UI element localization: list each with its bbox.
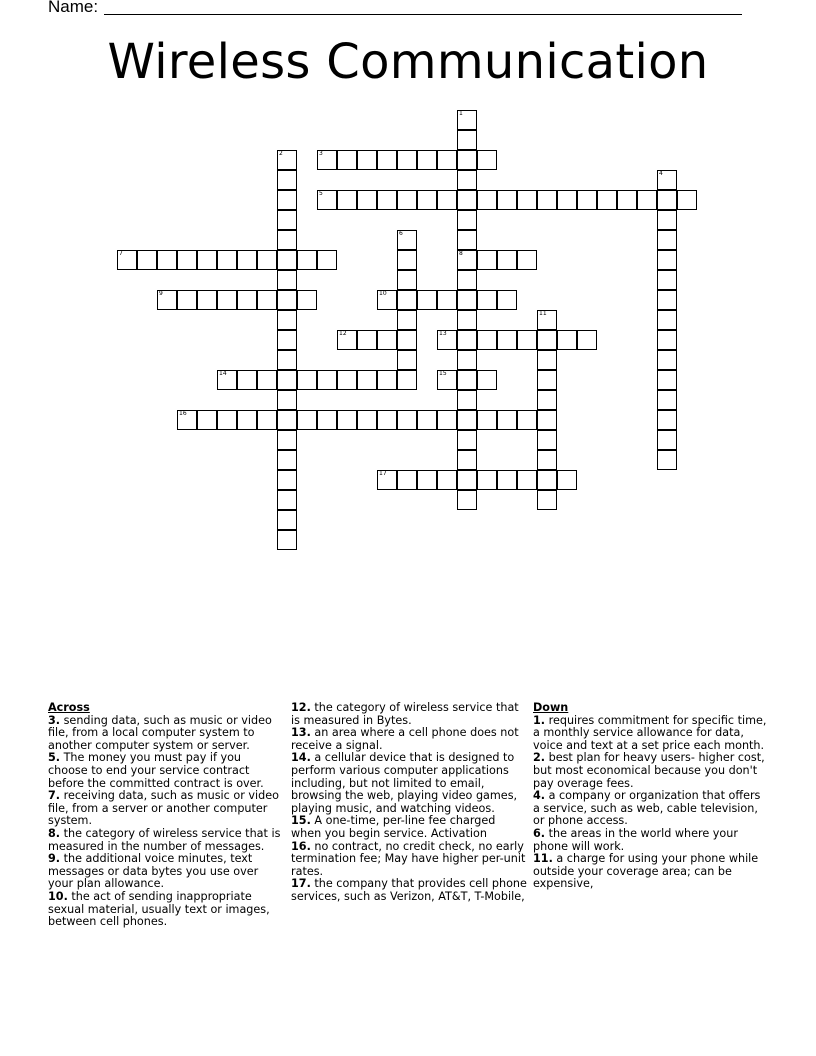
grid-cell[interactable]	[277, 150, 297, 170]
grid-cell[interactable]	[577, 190, 597, 210]
clue-across-16: 16. no contract, no credit check, no early termination fee; May have higher per-unit rates.	[291, 839, 526, 878]
grid-cell[interactable]	[137, 250, 157, 270]
grid-cell[interactable]	[377, 330, 397, 350]
grid-cell[interactable]	[277, 270, 297, 290]
grid-cell[interactable]	[457, 330, 477, 350]
clue-number: 11	[539, 310, 547, 317]
grid-cell[interactable]	[397, 370, 417, 390]
grid-cell[interactable]	[417, 470, 437, 490]
grid-cell[interactable]	[397, 150, 417, 170]
grid-cell[interactable]	[477, 410, 497, 430]
clue-number: 5	[319, 190, 323, 197]
grid-cell[interactable]	[537, 390, 557, 410]
grid-cell[interactable]	[457, 130, 477, 150]
clue-column-2	[291, 702, 527, 904]
grid-cell[interactable]	[497, 250, 517, 270]
grid-cell[interactable]	[497, 470, 517, 490]
grid-cell[interactable]	[457, 430, 477, 450]
grid-cell[interactable]	[277, 430, 297, 450]
grid-cell[interactable]	[337, 370, 357, 390]
grid-cell[interactable]	[277, 170, 297, 190]
grid-cell[interactable]	[397, 190, 417, 210]
grid-cell[interactable]	[277, 330, 297, 350]
grid-cell[interactable]	[197, 250, 217, 270]
grid-cell[interactable]	[337, 150, 357, 170]
grid-cell[interactable]	[237, 250, 257, 270]
clue-down-11: 11. a charge for using your phone while outside your coverage area; can be expensive,	[533, 852, 759, 891]
grid-cell[interactable]	[277, 490, 297, 510]
grid-cell[interactable]	[657, 290, 677, 310]
grid-cell[interactable]	[517, 330, 537, 350]
grid-cell[interactable]	[337, 190, 357, 210]
grid-cell[interactable]	[317, 410, 337, 430]
grid-cell[interactable]	[537, 450, 557, 470]
grid-cell[interactable]	[317, 250, 337, 270]
grid-cell[interactable]	[437, 330, 457, 350]
grid-cell[interactable]	[637, 190, 657, 210]
grid-cell[interactable]	[217, 410, 237, 430]
grid-cell[interactable]	[517, 410, 537, 430]
clue-across-5: 5. The money you must pay if you choose to end your service contract before the committed contract is over.	[48, 751, 264, 790]
grid-cell[interactable]	[537, 430, 557, 450]
grid-cell[interactable]	[477, 250, 497, 270]
grid-cell[interactable]	[497, 290, 517, 310]
grid-cell[interactable]	[657, 270, 677, 290]
clue-across-8: 8. the category of wireless service that is measured in the number of messages.	[48, 826, 281, 853]
grid-cell[interactable]	[477, 370, 497, 390]
grid-cell[interactable]	[457, 150, 477, 170]
clue-across-12: 12. the category of wireless service that is measured in Bytes.	[291, 701, 519, 727]
grid-cell[interactable]	[457, 470, 477, 490]
grid-cell[interactable]	[657, 390, 677, 410]
grid-cell[interactable]	[557, 190, 577, 210]
grid-cell[interactable]	[657, 450, 677, 470]
grid-cell[interactable]	[457, 170, 477, 190]
grid-cell[interactable]	[537, 190, 557, 210]
grid-cell[interactable]	[657, 230, 677, 250]
grid-cell[interactable]	[397, 350, 417, 370]
clue-number: 8	[459, 250, 463, 257]
clue-across-15: 15. A one-time, per-line fee charged when you begin service. Activation	[291, 814, 496, 840]
grid-cell[interactable]	[457, 230, 477, 250]
grid-cell[interactable]	[277, 210, 297, 230]
down-heading: Down	[533, 701, 569, 714]
grid-cell[interactable]	[437, 150, 457, 170]
clue-number: 2	[279, 150, 283, 157]
across-heading: Across	[48, 701, 90, 714]
grid-cell[interactable]	[217, 290, 237, 310]
grid-cell[interactable]	[437, 190, 457, 210]
grid-cell[interactable]	[377, 290, 397, 310]
clue-across-3: 3. sending data, such as music or video file, from a local computer system to another computer system or server.	[48, 713, 272, 752]
grid-cell[interactable]	[657, 210, 677, 230]
grid-cell[interactable]	[537, 350, 557, 370]
clue-number: 10	[379, 290, 387, 297]
grid-cell[interactable]	[457, 390, 477, 410]
grid-cell[interactable]	[517, 190, 537, 210]
grid-cell[interactable]	[277, 410, 297, 430]
grid-cell[interactable]	[337, 330, 357, 350]
clue-down-4: 4. a company or organization that offers a service, such as web, cable television, or phone access.	[533, 789, 761, 828]
grid-cell[interactable]	[277, 230, 297, 250]
grid-cell[interactable]	[357, 370, 377, 390]
clue-number: 4	[659, 170, 663, 177]
grid-cell[interactable]	[257, 250, 277, 270]
clue-number: 14	[219, 370, 227, 377]
grid-cell[interactable]	[417, 150, 437, 170]
grid-cell[interactable]	[537, 470, 557, 490]
grid-cell[interactable]	[457, 250, 477, 270]
grid-cell[interactable]	[217, 250, 237, 270]
grid-cell[interactable]	[657, 410, 677, 430]
clue-column-1	[48, 702, 284, 929]
grid-cell[interactable]	[477, 150, 497, 170]
grid-cell[interactable]	[237, 410, 257, 430]
grid-cell[interactable]	[197, 410, 217, 430]
grid-cell[interactable]	[177, 290, 197, 310]
grid-cell[interactable]	[557, 330, 577, 350]
clue-down-6: 6. the areas in the world where your phone will work.	[533, 826, 738, 853]
grid-cell[interactable]	[257, 290, 277, 310]
grid-cell[interactable]	[657, 250, 677, 270]
grid-cell[interactable]	[277, 350, 297, 370]
clue-across-13: 13. an area where a cell phone does not receive a signal.	[291, 726, 519, 752]
grid-cell[interactable]	[657, 170, 677, 190]
grid-cell[interactable]	[657, 310, 677, 330]
grid-cell[interactable]	[597, 190, 617, 210]
grid-cell[interactable]	[277, 390, 297, 410]
grid-cell[interactable]	[357, 330, 377, 350]
clue-number: 13	[439, 330, 447, 337]
grid-cell[interactable]	[277, 530, 297, 550]
grid-cell[interactable]	[417, 290, 437, 310]
grid-cell[interactable]	[317, 370, 337, 390]
grid-cell[interactable]	[457, 490, 477, 510]
grid-cell[interactable]	[457, 270, 477, 290]
grid-cell[interactable]	[617, 190, 637, 210]
grid-cell[interactable]	[177, 410, 197, 430]
grid-cell[interactable]	[337, 410, 357, 430]
grid-cell[interactable]	[497, 330, 517, 350]
grid-cell[interactable]	[297, 370, 317, 390]
grid-cell[interactable]	[477, 190, 497, 210]
grid-cell[interactable]	[457, 310, 477, 330]
grid-cell[interactable]	[657, 430, 677, 450]
grid-cell[interactable]	[537, 490, 557, 510]
grid-cell[interactable]	[457, 190, 477, 210]
grid-cell[interactable]	[657, 350, 677, 370]
grid-cell[interactable]	[357, 150, 377, 170]
grid-cell[interactable]	[457, 450, 477, 470]
grid-cell[interactable]	[437, 410, 457, 430]
clue-number: 6	[399, 230, 403, 237]
grid-cell[interactable]	[537, 330, 557, 350]
grid-cell[interactable]	[277, 310, 297, 330]
grid-cell[interactable]	[397, 290, 417, 310]
grid-cell[interactable]	[457, 210, 477, 230]
grid-cell[interactable]	[477, 330, 497, 350]
grid-cell[interactable]	[397, 310, 417, 330]
grid-cell[interactable]	[417, 190, 437, 210]
grid-cell[interactable]	[217, 370, 237, 390]
clue-across-17: 17. the company that provides cell phone services, such as Verizon, AT&T, T-Mobile,	[291, 877, 527, 903]
grid-cell[interactable]	[517, 470, 537, 490]
grid-cell[interactable]	[457, 410, 477, 430]
grid-cell[interactable]	[677, 190, 697, 210]
grid-cell[interactable]	[237, 290, 257, 310]
grid-cell[interactable]	[397, 270, 417, 290]
grid-cell[interactable]	[497, 410, 517, 430]
clue-number: 16	[179, 410, 187, 417]
grid-cell[interactable]	[437, 290, 457, 310]
grid-cell[interactable]	[537, 310, 557, 330]
grid-cell[interactable]	[477, 290, 497, 310]
grid-cell[interactable]	[397, 470, 417, 490]
grid-cell[interactable]	[317, 190, 337, 210]
grid-cell[interactable]	[657, 330, 677, 350]
grid-cell[interactable]	[417, 410, 437, 430]
grid-cell[interactable]	[357, 410, 377, 430]
grid-cell[interactable]	[397, 330, 417, 350]
grid-cell[interactable]	[257, 410, 277, 430]
grid-cell[interactable]	[317, 150, 337, 170]
grid-cell[interactable]	[277, 290, 297, 310]
grid-cell[interactable]	[297, 250, 317, 270]
grid-cell[interactable]	[437, 470, 457, 490]
grid-cell[interactable]	[157, 250, 177, 270]
grid-cell[interactable]	[437, 370, 457, 390]
clue-number: 15	[439, 370, 447, 377]
grid-cell[interactable]	[377, 150, 397, 170]
grid-cell[interactable]	[457, 290, 477, 310]
grid-cell[interactable]	[117, 250, 137, 270]
grid-cell[interactable]	[297, 290, 317, 310]
grid-cell[interactable]	[157, 290, 177, 310]
clue-down-2: 2. best plan for heavy users- higher cost, but most economical because you don't pay overage fees.	[533, 751, 765, 790]
grid-cell[interactable]	[397, 410, 417, 430]
page-title: Wireless Communication	[107, 34, 709, 90]
grid-cell[interactable]	[457, 110, 477, 130]
grid-cell[interactable]	[457, 350, 477, 370]
grid-cell[interactable]	[517, 250, 537, 270]
grid-cell[interactable]	[657, 190, 677, 210]
clue-across-7: 7. receiving data, such as music or video file, from a server or another computer system.	[48, 789, 279, 828]
grid-cell[interactable]	[397, 230, 417, 250]
grid-cell[interactable]	[657, 370, 677, 390]
grid-cell[interactable]	[377, 470, 397, 490]
clue-down-1: 1. requires commitment for specific time, a monthly service allowance for data, voice and text at a set price each month.	[533, 713, 767, 752]
grid-cell[interactable]	[277, 190, 297, 210]
clue-across-10: 10. the act of sending inappropriate sexual material, usually text or images, between cell phones.	[48, 889, 270, 929]
clue-number: 7	[119, 250, 123, 257]
grid-cell[interactable]	[377, 410, 397, 430]
clue-number: 3	[319, 150, 323, 157]
grid-cell[interactable]	[177, 250, 197, 270]
clue-number: 17	[379, 470, 387, 477]
grid-cell[interactable]	[257, 370, 277, 390]
grid-cell[interactable]	[457, 370, 477, 390]
grid-cell[interactable]	[377, 370, 397, 390]
clue-across-14: 14. a cellular device that is designed to perform various computer applications including, but not limited to email, browsing the web, playing video games, playing music, and watching videos.	[291, 751, 518, 815]
grid-cell[interactable]	[477, 470, 497, 490]
grid-cell[interactable]	[197, 290, 217, 310]
grid-cell[interactable]	[357, 190, 377, 210]
grid-cell[interactable]	[577, 330, 597, 350]
grid-cell[interactable]	[397, 250, 417, 270]
grid-cell[interactable]	[277, 450, 297, 470]
grid-cell[interactable]	[277, 470, 297, 490]
name-label: Name:	[48, 0, 99, 16]
grid-cell[interactable]	[537, 410, 557, 430]
grid-cell[interactable]	[277, 370, 297, 390]
grid-cell[interactable]	[537, 370, 557, 390]
clue-column-3	[533, 702, 769, 891]
clue-number: 12	[339, 330, 347, 337]
clue-number: 1	[459, 110, 463, 117]
grid-cell[interactable]	[277, 250, 297, 270]
grid-cell[interactable]	[277, 510, 297, 530]
clue-number: 9	[159, 290, 163, 297]
grid-cell[interactable]	[377, 190, 397, 210]
grid-cell[interactable]	[237, 370, 257, 390]
grid-cell[interactable]	[297, 410, 317, 430]
grid-cell[interactable]	[557, 470, 577, 490]
clue-across-9: 9. the additional voice minutes, text messages or data bytes you use over your plan allowance.	[48, 852, 259, 891]
grid-cell[interactable]	[497, 190, 517, 210]
